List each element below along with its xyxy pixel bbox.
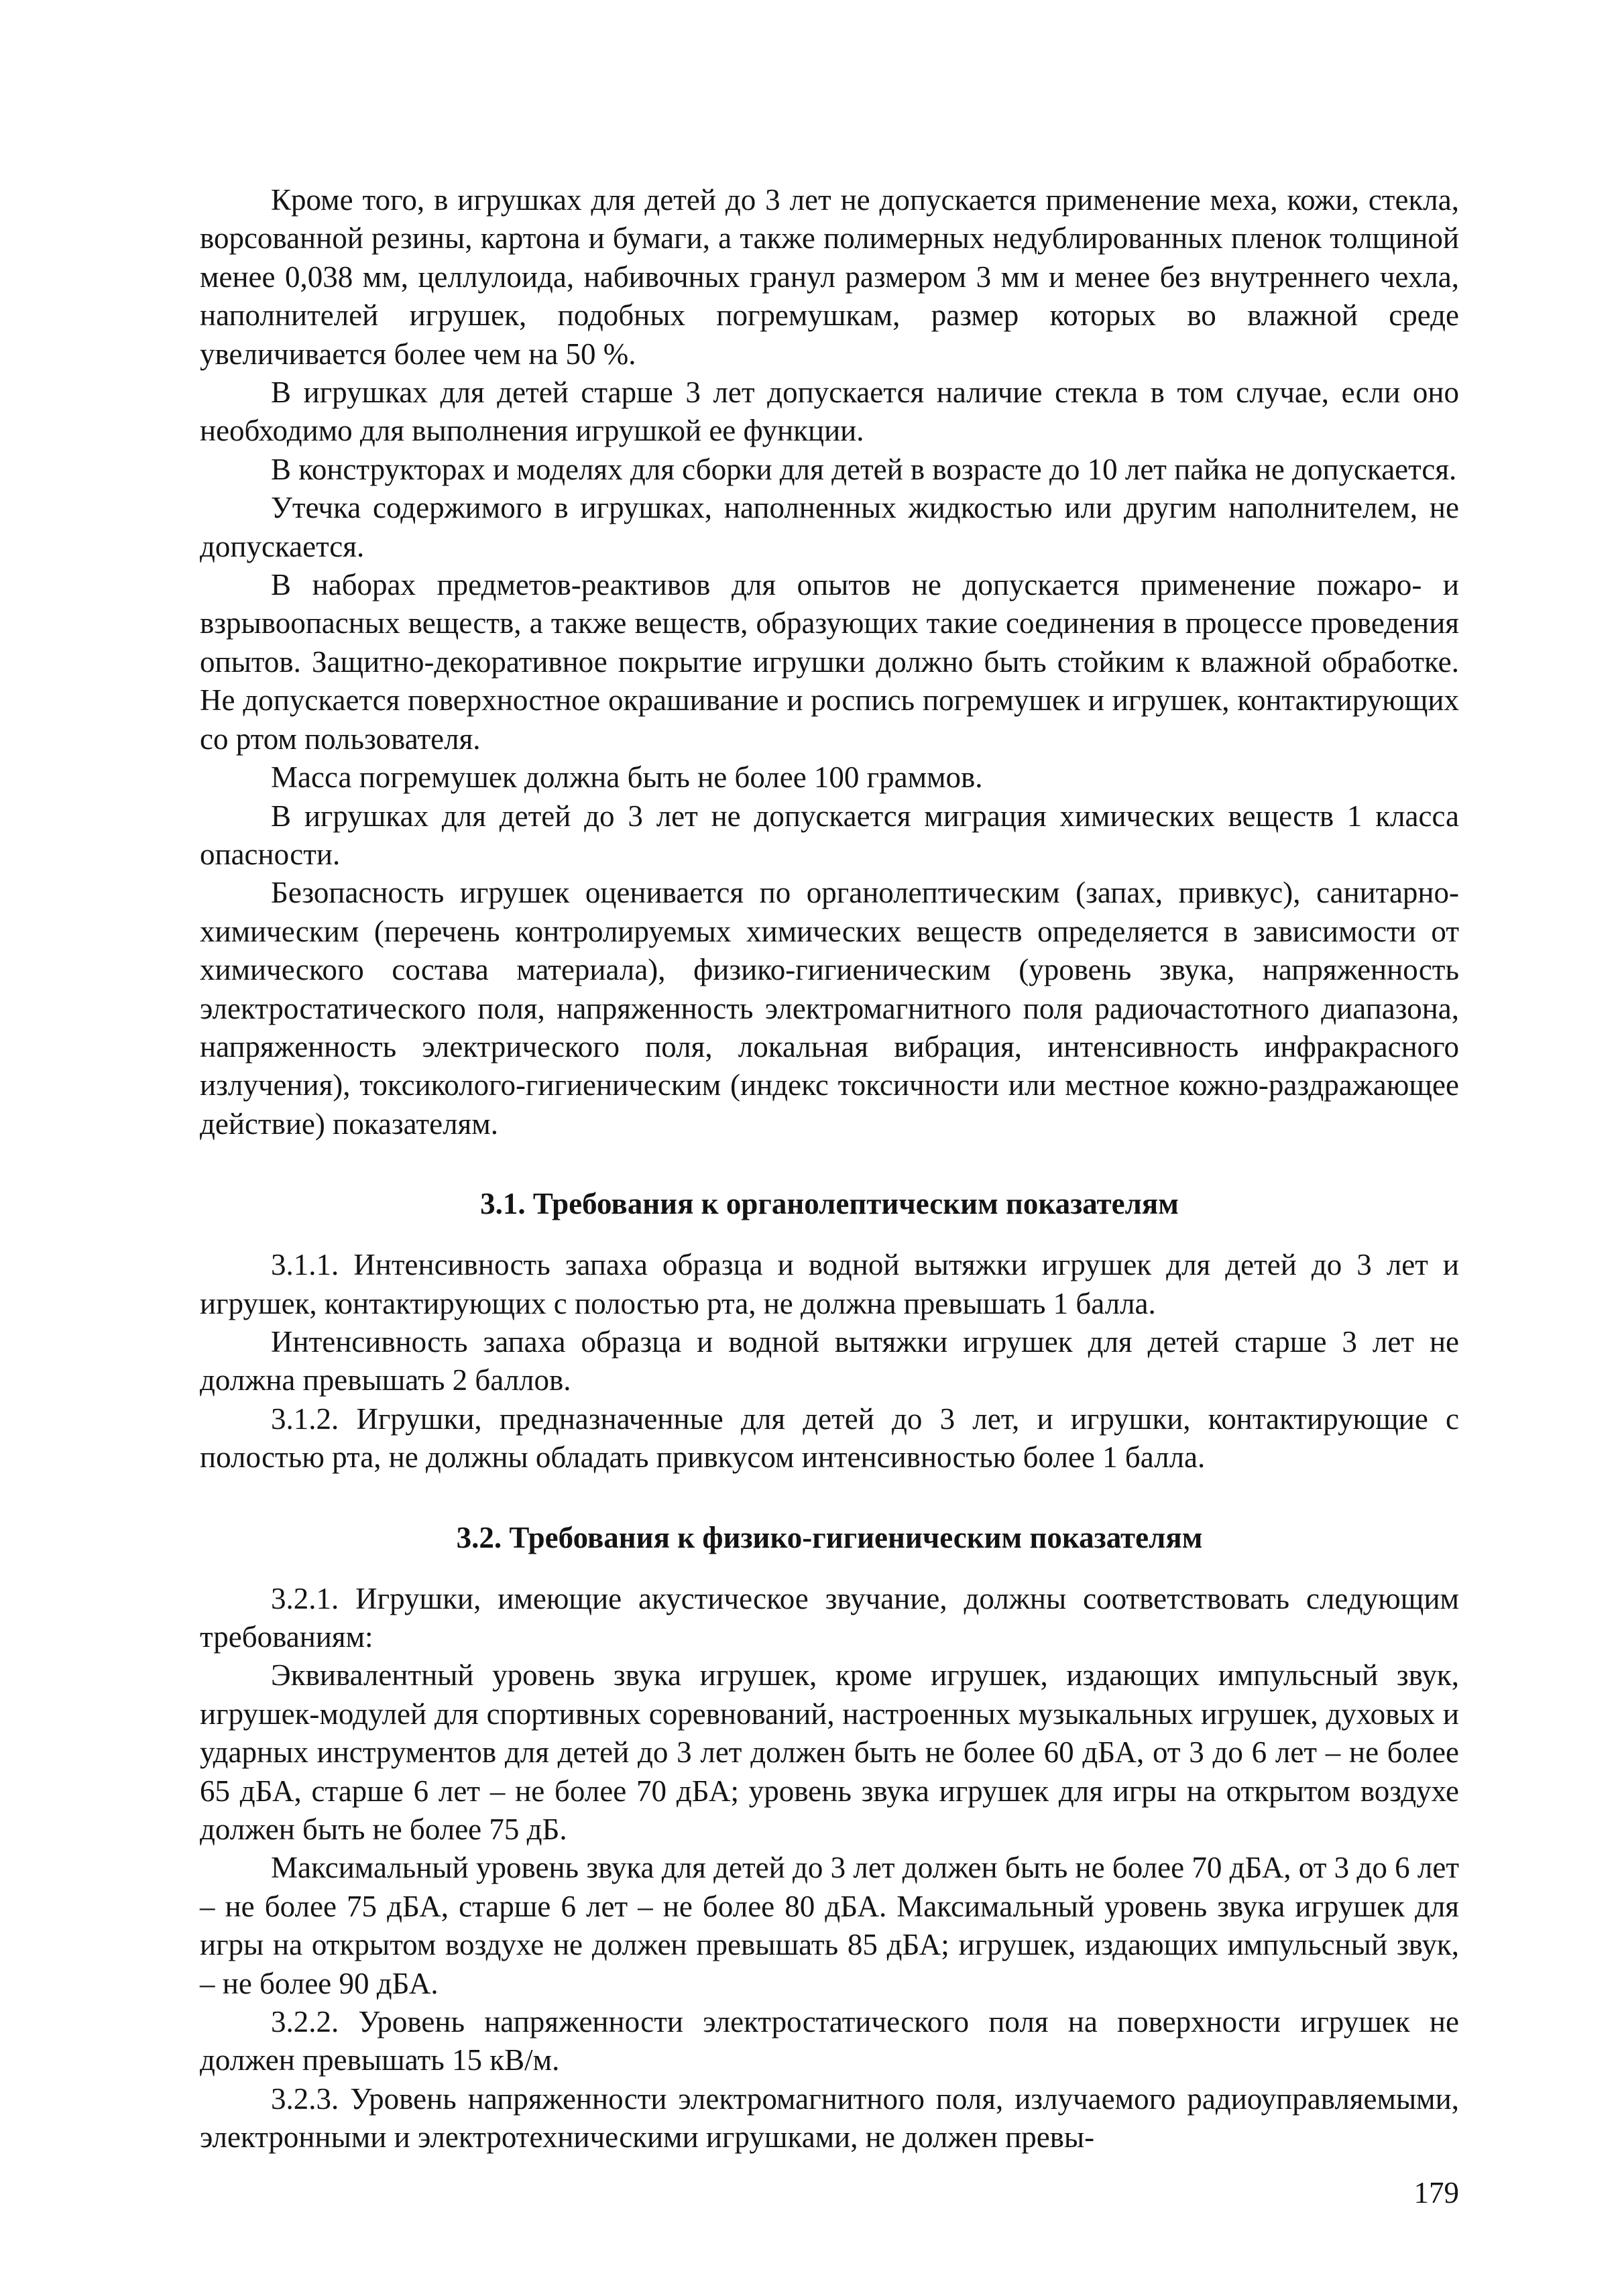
paragraph-max-sound-level: Максимальный уровень звука для детей до 3 лет должен быть не более 70 дБА, от 3 до 6 лет – не более 75 дБА, старше 6 лет – не более 80 дБА. Максимальный уровень звука игрушек для игры на открытом воздухе не должен превышать 85 дБА; игрушек, издающих импульсный звук, – не более 90 дБА.	[200, 1851, 1459, 2000]
paragraph-leakage: Утечка содержимого в игрушках, наполненных жидкостью или другим наполнителем, не допускается.	[200, 491, 1459, 563]
paragraph-3-2-3: 3.2.3. Уровень напряженности электромагнитного поля, излучаемого радиоуправляемыми, электронными и электротехническими игрушками, не должен превы-	[200, 2081, 1459, 2155]
paragraph-fur-glass-restrictions: Кроме того, в игрушках для детей до 3 лет не допускается применение меха, кожи, стекла, ворсованной резины, картона и бумаги, а также полимерных недублированных пленок толщиной менее 0,038 мм, целлулоида, набивочных гранул размером 3 мм и менее без внутреннего чехла, наполнителей игрушек, подобных погремушкам, размер которых во влажной среде увеличивается более чем на 50 %.	[200, 183, 1459, 371]
paragraph-odor-over-3: Интенсивность запаха образца и водной вытяжки игрушек для детей старше 3 лет не должна превышать 2 баллов.	[200, 1324, 1459, 1397]
section-heading-organoleptic: 3.1. Требования к органолептическим показателям	[480, 1187, 1179, 1221]
paragraph-3-1-1: 3.1.1. Интенсивность запаха образца и водной вытяжки игрушек для детей до 3 лет и игрушек, контактирующих с полостью рта, не должна превышать 1 балла.	[200, 1248, 1459, 1320]
paragraph-3-2-1: 3.2.1. Игрушки, имеющие акустическое звучание, должны соответствовать следующим требованиям:	[200, 1581, 1459, 1654]
page-content	[200, 181, 1459, 2157]
paragraph-3-2-2: 3.2.2. Уровень напряженности электростатического поля на поверхности игрушек не должен превышать 15 кВ/м.	[200, 2005, 1459, 2077]
paragraph-rattle-mass: Масса погремушек должна быть не более 100 граммов.	[271, 760, 983, 795]
page-number: 179	[1413, 2176, 1459, 2209]
section-heading-physico-hygienic: 3.2. Требования к физико-гигиеническим показателям	[456, 1520, 1203, 1554]
paragraph-reagent-sets: В наборах предметов-реактивов для опытов не допускается применение пожаро- и взрывоопасных веществ, а также веществ, образующих такие соединения в процессе проведения опытов. Защитно-декоративное покрытие игрушки должно быть стойким к влажной обработке. Не допускается поверхностное окрашивание и роспись погремушек и игрушек, контактирующих со ртом пользователя.	[200, 568, 1459, 756]
paragraph-glass-over-3: В игрушках для детей старше 3 лет допускается наличие стекла в том случае, если оно необходимо для выполнения игрушкой ее функции.	[200, 376, 1459, 448]
paragraph-chemical-migration: В игрушках для детей до 3 лет не допускается миграция химических веществ 1 класса опасности.	[200, 799, 1459, 871]
paragraph-soldering: В конструкторах и моделях для сборки для детей в возрасте до 10 лет пайка не допускается.	[271, 452, 1457, 486]
paragraph-3-1-2: 3.1.2. Игрушки, предназначенные для детей до 3 лет, и игрушки, контактирующие с полостью рта, не должны обладать привкусом интенсивностью более 1 балла.	[200, 1401, 1459, 1475]
paragraph-safety-assessment: Безопасность игрушек оценивается по органолептическим (запах, привкус), санитарно-химическим (перечень контролируемых химических веществ определяется в зависимости от химического состава материала), физико-гигиеническим (уровень звука, напряженность электростатического поля, напряженность электромагнитного поля радиочастотного диапазона, напряженность электрического поля, локальная вибрация, интенсивность инфракрасного излучения), токсиколого-гигиеническим (индекс токсичности или местное кожно-раздражающее действие) показателям.	[200, 876, 1459, 1141]
paragraph-equivalent-sound-level: Эквивалентный уровень звука игрушек, кроме игрушек, издающих импульсный звук, игрушек-модулей для спортивных соревнований, настроенных музыкальных игрушек, духовых и ударных инструментов для детей до 3 лет должен быть не более 60 дБА, от 3 до 6 лет – не более 65 дБА, старше 6 лет – не более 70 дБА; уровень звука игрушек для игры на открытом воздухе должен быть не более 75 дБ.	[200, 1658, 1459, 1847]
